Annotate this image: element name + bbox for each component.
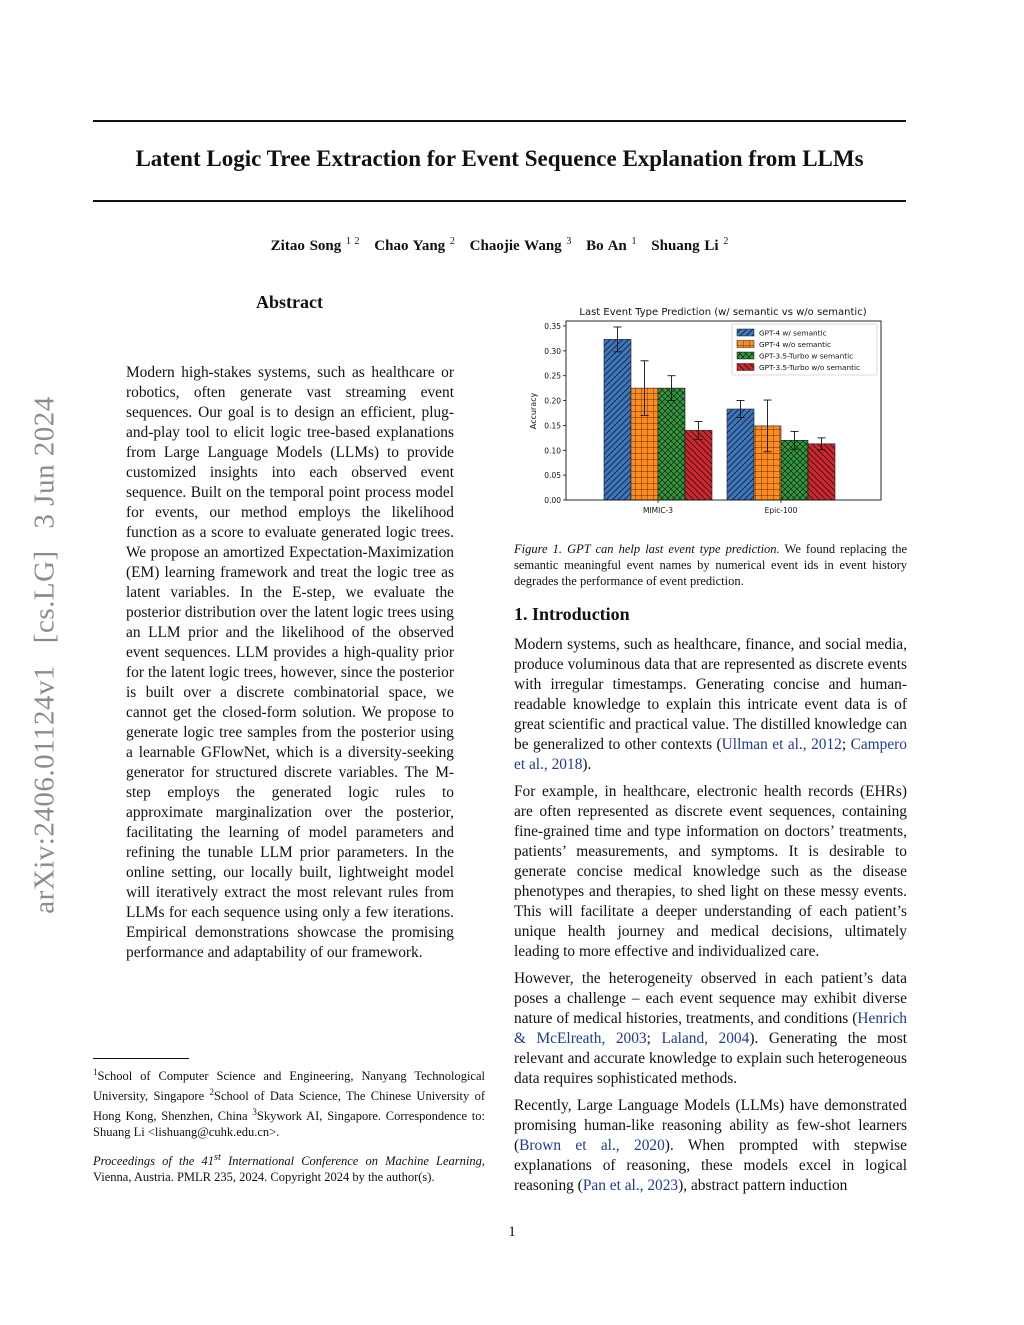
citation-link[interactable]: Campero et al., 2018	[514, 736, 907, 773]
bar-hatch	[685, 430, 712, 500]
y-tick-label: 0.00	[544, 496, 561, 505]
page-number: 1	[508, 1224, 516, 1240]
y-axis-label: Accuracy	[529, 392, 538, 430]
paragraph: However, the heterogeneity observed in each patient’s data poses a challenge – each event sequence may exhibit diverse nature of medical histories, treatments, and conditions (Henrich & McElreath, 2003; Laland, 2004). Generating the most relevant and accurate knowledge to explain such heterogeneous data requires sophisticated methods.	[514, 970, 907, 1087]
bar-hatch	[727, 409, 754, 500]
introduction-body	[514, 635, 907, 1203]
arxiv-id: arXiv:2406.01124v1	[28, 664, 61, 914]
legend-label: GPT-3.5-Turbo w/o semantic	[759, 363, 861, 372]
author: Shuang Li $^2$	[651, 236, 729, 254]
legend-swatch-hatch	[737, 364, 754, 371]
legend-label: GPT-3.5-Turbo w semantic	[759, 351, 854, 361]
legend-swatch-hatch	[737, 329, 754, 336]
author: Bo An $^1$	[586, 236, 637, 254]
y-tick-label: 0.25	[544, 371, 561, 381]
legend-label: GPT-4 w/ semantic	[759, 328, 827, 338]
chart-legend	[732, 324, 877, 375]
legend-label: GPT-4 w/o semantic	[759, 340, 832, 349]
legend-swatch-hatch	[737, 341, 754, 348]
paragraph: Recently, Large Language Models (LLMs) have demonstrated promising human-like reasoning ability as few-shot learners (Brown et al., 2020). When prompted with stepwise explanations of reasoning, these models excel in logical reasoning (Pan et al., 2023), abstract pattern induction	[514, 1097, 907, 1194]
author: Chaojie Wang $^3$	[469, 236, 572, 254]
legend-swatch-hatch	[737, 352, 754, 359]
arxiv-category: [cs.LG]	[28, 550, 61, 644]
citation-link[interactable]: Henrich & McElreath, 2003	[514, 1010, 907, 1047]
abstract-heading: Abstract	[256, 292, 323, 312]
figure-label: Figure 1.	[514, 542, 562, 556]
arxiv-stamp	[29, 382, 62, 913]
arxiv-date: 3 Jun 2024	[28, 396, 61, 529]
section-heading-introduction: 1. Introduction	[514, 604, 630, 624]
author-list	[93, 236, 906, 255]
y-tick-label: 0.35	[544, 321, 561, 331]
y-tick-label: 0.30	[544, 346, 561, 356]
bar-hatch	[808, 444, 835, 500]
bar-chart	[515, 303, 907, 518]
citation-link[interactable]: Ullman et al., 2012	[721, 736, 842, 753]
chart-title: Last Event Type Prediction (w/ semantic vs w/o semantic)	[579, 307, 867, 318]
author: Chao Yang $^2$	[374, 236, 455, 254]
paper-title: Latent Logic Tree Extraction for Event Sequence Explanation from LLMs	[135, 146, 864, 171]
x-tick-label: MIMIC-3	[642, 506, 674, 515]
y-tick-label: 0.05	[544, 471, 561, 481]
footnote-rule	[93, 1058, 189, 1059]
bar-hatch	[658, 388, 685, 500]
citation-link[interactable]: Laland, 2004	[661, 1030, 750, 1047]
affiliation-footnote: $^1$School of Computer Science and Engineering, Nanyang Technological University, Singapore $^2$School of Data Science, The Chinese University of Hong Kong, Shenzhen, China $^3$Skywork AI, Singapore. Correspondence to: Shuang Li <lishuang@cuhk.edu.cn>.	[93, 1067, 485, 1140]
y-tick-label: 0.20	[544, 396, 561, 406]
figure-1	[515, 303, 907, 518]
x-tick-label: Epic-100	[764, 506, 798, 515]
citation-link[interactable]: Pan et al., 2023	[582, 1177, 679, 1194]
paragraph: Modern systems, such as healthcare, finance, and social media, produce voluminous data that are represented as discrete events with irregular timestamps. Generating concise and human-readable knowledge to explain this intricate event data is of great scientific and practical value. The distilled knowledge can be generalized to other contexts (Ullman et al., 2012; Campero et al., 2018).	[514, 636, 907, 773]
title-rule	[93, 200, 906, 202]
bar-hatch	[604, 339, 631, 500]
y-tick-label: 0.15	[544, 421, 561, 431]
author: Zitao Song $^{1 2}$	[270, 236, 360, 254]
proceedings-note: Proceedings of the 41st International Conference on Machine Learning, Vienna, Austria. PMLR 235, 2024. Copyright 2024 by the author(s).	[93, 1152, 485, 1185]
y-tick-label: 0.10	[544, 446, 561, 456]
abstract-text: Modern high-stakes systems, such as healthcare or robotics, often generate vast streaming event sequences. Our goal is to design an efficient, plug-and-play tool to elicit logic tree-based explanations from Large Language Models (LLMs) to provide customized insights into each observed event sequence. Built on the temporal point process model for events, our method employs the likelihood function as a score to evaluate generated logic trees. We propose an amortized Expectation-Maximization (EM) learning framework and treat the logic tree as latent variables. In the E-step, we evaluate the posterior distribution over the latent logic trees using an LLM prior and the likelihood of the observed event sequences. LLM provides a high-quality prior for the latent logic trees, however, since the posterior is built over a discrete combinatorial space, we cannot get the closed-form solution. We propose to generate logic tree samples from the posterior using a learnable GFlowNet, which is a diversity-seeking generator for structured discrete variables. The M-step employs the generated logic rules to approximate marginalization over the posterior, facilitating the learning of model parameters and refining the tunable LLM prior parameters. In the online setting, our locally built, lightweight model will iteratively extract the most relevant rules from LLMs for each sequence using only a few iterations. Empirical demonstrations showcase the promising performance and adaptability of our framework.	[126, 364, 454, 961]
paragraph: For example, in healthcare, electronic health records (EHRs) are often represented as discrete event sequences, containing fine-grained time and type information on doctors’ treatments, patients’ measurements, and symptoms. It is desirable to generate concise medical knowledge such as the disease phenotypes and therapies, to shed light on these messy events. This will facilitate a deeper understanding of each patient’s unique health journey and medical decisions, ultimately leading to more effective and individualized care.	[514, 783, 907, 960]
top-rule	[93, 120, 906, 122]
citation-link[interactable]: Brown et al., 2020	[519, 1137, 665, 1154]
figure-caption: Figure 1. GPT can help last event type prediction. We found replacing the semantic meaningful event names by numerical event ids in event history degrades the performance of event prediction.	[514, 542, 907, 588]
